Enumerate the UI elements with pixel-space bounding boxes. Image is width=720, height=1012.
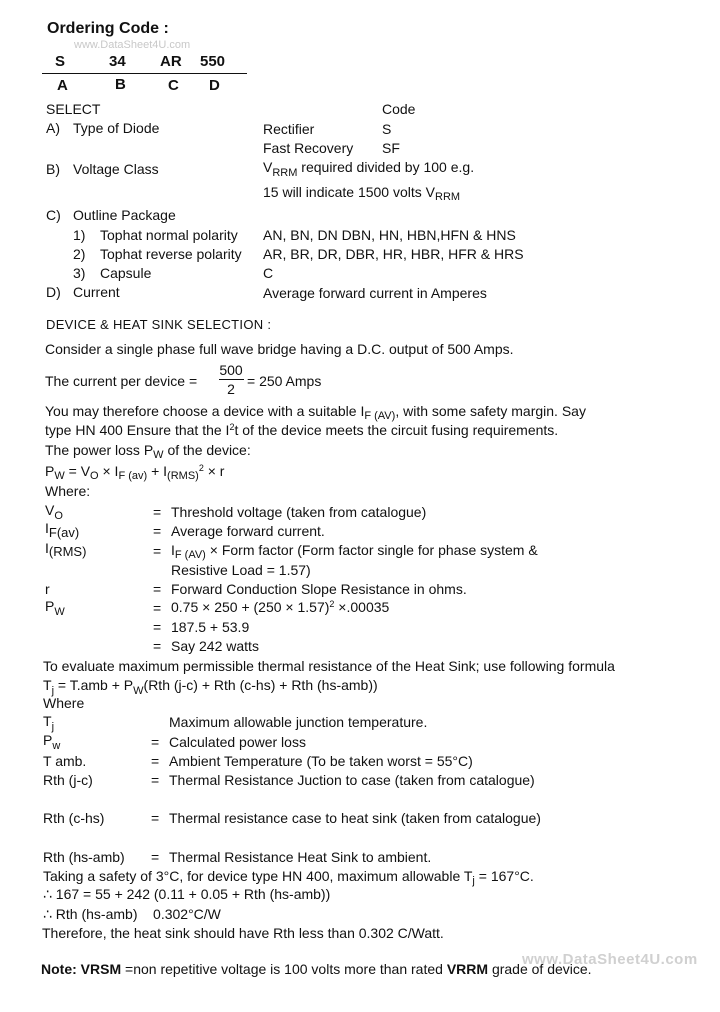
def-text-ifav: Average forward current. xyxy=(171,523,325,539)
calc-line-1: ∴ 167 = 55 + 242 (0.11 + 0.05 + Rth (hs-amb)) xyxy=(43,886,331,902)
select-label-d: Current xyxy=(73,284,120,300)
def2-sym-rthhsamb: Rth (hs-amb) xyxy=(43,849,125,865)
select-desc-fast-recovery: Fast Recovery xyxy=(263,140,354,156)
select-item-d: D) xyxy=(46,284,61,300)
therefore-text: Therefore, the heat sink should have Rth less than 0.302 C/Watt. xyxy=(42,925,444,941)
select-code-sf: SF xyxy=(382,140,400,156)
def-op-pw: = xyxy=(153,600,162,616)
select-desc-c2: AR, BR, DR, DBR, HR, HBR, HFR & HRS xyxy=(263,246,524,262)
def2-op-rthhsamb: = xyxy=(151,849,160,865)
where-label: Where: xyxy=(45,483,91,499)
def-text-r: Forward Conduction Slope Resistance in ohms. xyxy=(171,581,467,597)
def2-op-tamb: = xyxy=(151,753,160,769)
def-sym-vo: $V_O$ xyxy=(45,502,63,522)
def-sym-r: r xyxy=(45,581,50,597)
def-text-say: Say 242 watts xyxy=(171,638,259,654)
def-op-ifav: = xyxy=(153,523,162,539)
def-text-irms-cont: Resistive Load = 1.57) xyxy=(171,562,311,578)
def2-text-rthjc: Thermal Resistance Juction to case (taken from catalogue) xyxy=(169,772,535,788)
def2-text-tj: Maximum allowable junction temperature. xyxy=(169,714,428,730)
code-example-550: 550 xyxy=(200,53,226,70)
def-op-irms: = xyxy=(153,543,162,559)
calc-line-2: ∴ Rth (hs-amb) 0.302°C/W xyxy=(43,906,221,922)
def2-sym-rthchs: Rth (c-hs) xyxy=(43,810,105,826)
code-example-34: 34 xyxy=(109,53,126,70)
def2-sym-pw: $P_w$ xyxy=(43,732,61,752)
select-item-b: B) xyxy=(46,161,60,177)
select-item-c2: 2) xyxy=(73,246,86,262)
def-text-irms: $I_{F (AV)}$ × Form factor (Form factor single for phase system & xyxy=(171,542,538,561)
select-item-c1: 1) xyxy=(73,227,86,243)
def2-op-rthchs: = xyxy=(151,810,160,826)
code-heading: Code xyxy=(382,101,416,117)
def2-text-pw: Calculated power loss xyxy=(169,734,306,750)
fraction-line xyxy=(219,379,244,380)
select-label-c1: Tophat normal polarity xyxy=(100,227,238,243)
code-example-ar: AR xyxy=(160,53,182,70)
def2-sym-tj: $T_j$ xyxy=(43,713,55,733)
tj-formula: $T_j = T.amb + P_W(Rth$ (j-c) + Rth (c-hs) + Rth (hs-amb)) xyxy=(43,677,378,697)
evaluate-text: To evaluate maximum permissible thermal resistance of the Heat Sink; use following formula xyxy=(43,658,615,674)
def-op-r: = xyxy=(153,581,162,597)
select-desc-rectifier: Rectifier xyxy=(263,121,315,137)
def2-text-rthchs: Thermal resistance case to heat sink (taken from catalogue) xyxy=(169,810,541,826)
def-op-vo: = xyxy=(153,504,162,520)
def-sym-pw: $P_W$ xyxy=(45,598,65,618)
code-letter-c: C xyxy=(168,77,179,94)
select-desc-example: 15 will indicate 1500 volts $V_{RRM}$ xyxy=(263,184,461,203)
def-text-vo: Threshold voltage (taken from catalogue) xyxy=(171,504,427,520)
taking-text: Taking a safety of 3°C, for device type HN 400, maximum allowable $T_j = 167^\circ C$. xyxy=(43,868,534,887)
def2-text-rthhsamb: Thermal Resistance Heat Sink to ambient. xyxy=(169,849,432,865)
select-label-b: Voltage Class xyxy=(73,161,159,177)
code-letter-a: A xyxy=(57,77,68,94)
choose-line-1: You may therefore choose a device with a suitable $I_{F (AV)}$, with some safety margin. Say xyxy=(45,403,586,422)
select-code-s: S xyxy=(382,121,392,137)
def-text-sum: 187.5 + 53.9 xyxy=(171,619,250,635)
code-letter-d: D xyxy=(209,77,220,94)
def2-text-tamb: Ambient Temperature (To be taken worst = 55°C) xyxy=(169,753,473,769)
def2-sym-tamb: T amb. xyxy=(43,753,87,769)
note-line: Note: VRSM =non repetitive voltage is 100 volts more than rated VRRM grade of device. xyxy=(41,961,592,977)
select-heading: SELECT xyxy=(46,101,101,117)
watermark-top: www.DataSheet4U.com xyxy=(74,39,191,51)
select-desc-c3: C xyxy=(263,265,274,281)
select-desc-d: Average forward current in Amperes xyxy=(263,285,487,301)
power-loss-text: The power loss $P_W$ of the device: xyxy=(45,442,251,461)
power-formula: $P_W = V_O \times I_{F (av)} + I_{(RMS)}^2 \times r$ xyxy=(45,463,225,482)
def-sym-ifav: IF(av) xyxy=(45,520,80,540)
current-post: = 250 Amps xyxy=(247,373,322,389)
selection-heading: DEVICE & HEAT SINK SELECTION : xyxy=(46,317,272,332)
watermark-bottom: www.DataSheet4U.com xyxy=(522,951,698,968)
select-label-c2: Tophat reverse polarity xyxy=(100,246,242,262)
select-desc-c1: AN, BN, DN DBN, HN, HBN,HFN & HNS xyxy=(263,227,516,243)
select-item-c: C) xyxy=(46,207,61,223)
select-desc-vrrm: $V_{RRM}$ required divided by 100 e.g. xyxy=(263,159,475,179)
where2-label: Where xyxy=(43,695,85,711)
select-label-c: Outline Package xyxy=(73,207,176,223)
def2-op-pw: = xyxy=(151,734,160,750)
select-label-a: Type of Diode xyxy=(73,120,160,136)
code-underline xyxy=(42,73,247,74)
def2-sym-rthjc: Rth (j-c) xyxy=(43,772,93,788)
select-label-c3: Capsule xyxy=(100,265,152,281)
code-letter-b: B xyxy=(115,76,126,93)
current-pre: The current per device = xyxy=(45,373,198,389)
select-item-c3: 3) xyxy=(73,265,86,281)
select-item-a: A) xyxy=(46,120,60,136)
def2-op-rthjc: = xyxy=(151,772,160,788)
def-sym-irms: I(RMS) xyxy=(45,540,87,559)
code-example-s: S xyxy=(55,53,66,70)
fraction-numerator: 500 xyxy=(219,362,243,378)
fraction-denominator: 2 xyxy=(227,381,235,397)
choose-line-2: type HN 400 Ensure that the $I^2t$ of the device meets the circuit fusing requirements. xyxy=(45,422,559,438)
def-text-pw: $0.75 \times 250 + (250 \times 1.57)^2 \times.00035$ xyxy=(171,599,390,615)
consider-text: Consider a single phase full wave bridge having a D.C. output of 500 Amps. xyxy=(45,341,514,357)
def-op-say: = xyxy=(153,638,162,654)
ordering-code-title: Ordering Code : xyxy=(47,20,169,37)
def-op-sum: = xyxy=(153,619,162,635)
